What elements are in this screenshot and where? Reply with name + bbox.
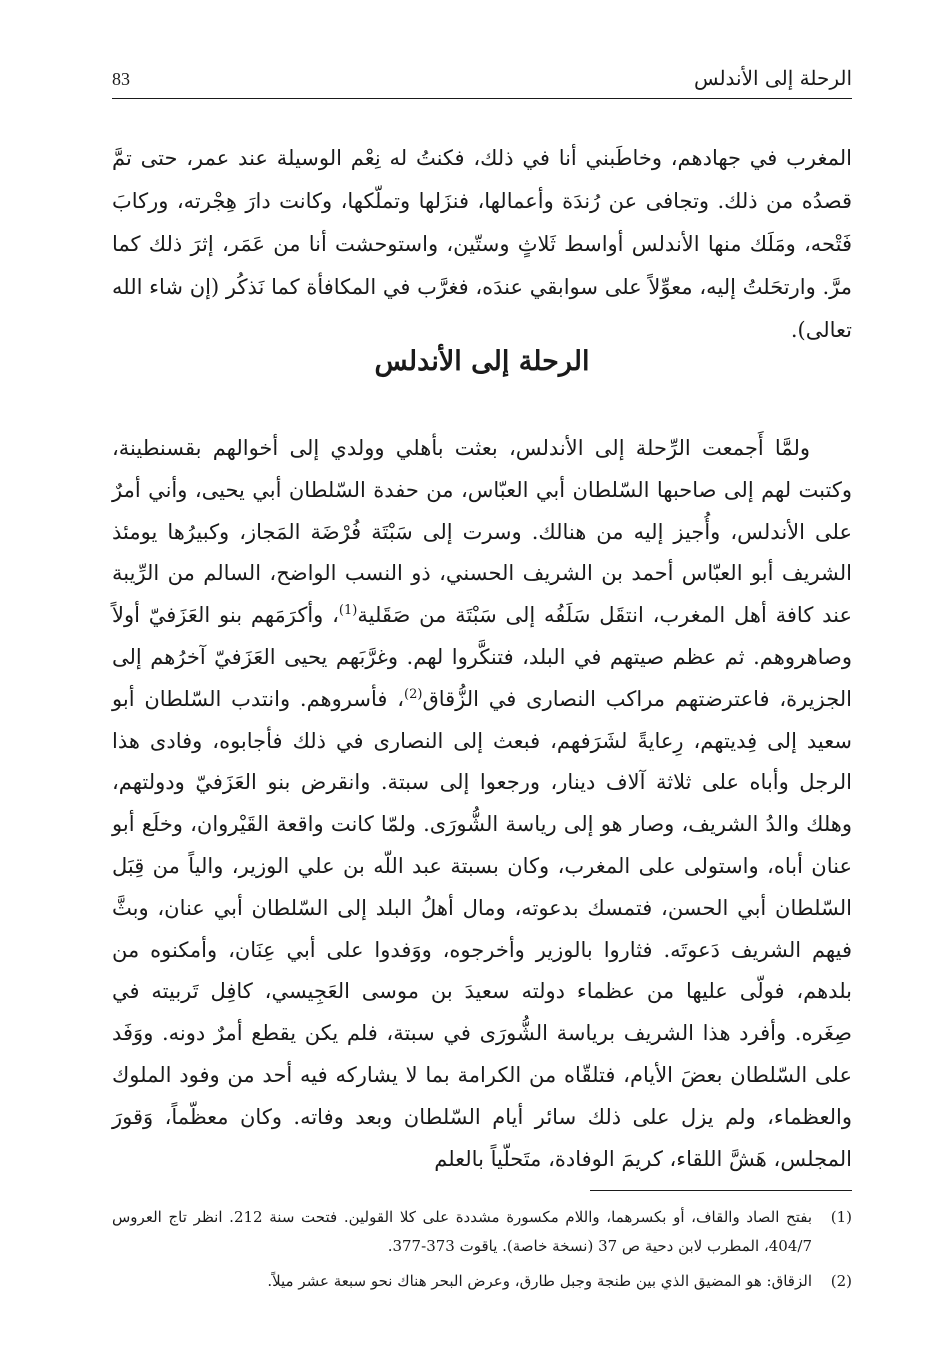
footnote-1-text: بفتح الصاد والقاف، أو بكسرهما، واللام مكسورة مشددة على كلا القولين. فتحت سنة 212. انظر تاج العروس 404/7، المطرب لابن دحية ص 37 (نسخة خاصة). ياقوت 373-377. bbox=[112, 1208, 812, 1255]
section-paragraph-text bbox=[112, 428, 852, 1180]
footnote-2 bbox=[112, 1267, 852, 1296]
section-heading: الرحلة إلى الأندلس bbox=[374, 346, 590, 377]
footnote-marker-2: (2) bbox=[404, 686, 423, 702]
intro-paragraph-text: المغرب في جهادهم، وخاطَبني أنا في ذلك، فكنتُ له نِعْم الوسيلة عند عمر، حتى تمَّ قصدُه من ذلك. وتجافى عن رُندَة وأعمالها، فنزَلها وتملّكها، وكانت دارَ هِجْرته، وركابَ فَتْحه، ومَلَك منها الأندلس أواسط ثَلاثٍ وستّين، واستوحشت أنا من عَمَر، إثرَ ذلك كما مرَّ. وارتحَلتُ إليه، معوِّلاً على سوابقي عندَه، فغرَّب في المكافأة كما نَذكُر (إن شاء الله تعالى). bbox=[112, 146, 852, 342]
footnote-marker-1: (1) bbox=[338, 603, 358, 619]
section-text-part-3: ، فأسروهم. وانتدب السّلطان أبو سعيد إلى فِديتهم، رِعايةً لشَرَفهم، فبعث إلى النصارى في ذلك فأجابوه، وفادى هذا الرجل وأباه على ثلاثة آلاف دينار، ورجعوا إلى سبتة. وانقرض بنو العَزَفيّ ودولتهم، وهلك والدُ الشريف، وصار هو إلى رياسة الشُّورَى. ولمّا كانت واقعة القَيْروان، وخلَع أبو عنان أباه، واستولى على المغرب، وكان بسبتة عبد اللّه بن علي الوزير، والياً من قِبَل السّلطان أبي الحسن، فتمسك بدعوته، ومال أهلُ البلد إلى السّلطان أبي عنان، وبثَّ فيهم الشريف دَعوتَه. فثاروا بالوزير وأخرجوه، ووَفدوا على أبي عِنَان، وأمكنوه من بلدهم، فولّى عليها من عظماء دولته سعيدَ بن موسى العَجِيسي، كافِل تَربيته في صِغَره. وأفرد هذا الشريف برياسة الشُّورَى في سبتة، فلم يكن يقطع أمرٌ دونه. ووَفَد على السّلطان بعضَ الأيام، فتلقّاه من الكرامة بما لا يشاركه فيه أحد من وفود الملوك والعظماء، ولم يزل على ذلك سائر أيام السّلطان وبعد وفاته. وكان معظّماً، وَقورَ المجلس، هَشَّ اللقاء، كريمَ الوفادة، متَحلّياً بالعلم bbox=[112, 686, 852, 1171]
section-text-part-2: ، وأكرَمَهم بنو العَزَفيّ أولاً وصاهروهم. ثم عظم صيتهم في البلد، فتنكَّروا لهم. وغرَّبَهم يحيى العَزَفيّ آخرُهم إلى الجزيرة، فاعترضتهم مراكب النصارى في الزُّقاق bbox=[112, 603, 852, 711]
page-number: 83 bbox=[112, 69, 130, 89]
section-paragraph bbox=[112, 428, 852, 1180]
running-header bbox=[112, 62, 852, 96]
running-title: الرحلة إلى الأندلس bbox=[693, 66, 852, 90]
footnotes bbox=[112, 1203, 852, 1302]
footnote-1 bbox=[112, 1203, 852, 1261]
header-rule bbox=[112, 98, 852, 99]
footnote-2-text: الزقاق: هو المضيق الذي بين طنجة وجبل طارق، وعرض البحر هناك نحو سبعة عشر ميلاً. bbox=[267, 1272, 812, 1290]
intro-paragraph bbox=[112, 137, 852, 352]
footnote-2-number: (2) bbox=[830, 1272, 852, 1290]
section-text-part-1: ولمَّا أَجمعت الرِّحلة إلى الأندلس، بعثت بأهلي وولدي إلى أخوالهم بقسنطينة، وكتبت لهم إلى صاحبها السّلطان أبي العبّاس، من حفدة السّلطان أبي يحيى، وأني أمرٌ على الأندلس، وأُجيز إليه من هنالك. وسرت إلى سَبْتَة فُرْضَة المَجاز، وكبيرُها يومئذ الشريف أبو العبّاس أحمد بن الشريف الحسني، ذو النسب الواضح، السالم من الرِّيبة عند كافة أهل المغرب، انتقَل سَلَفُه إلى سَبْتَة من صَقَلية bbox=[112, 436, 853, 628]
footnote-1-number: (1) bbox=[830, 1208, 852, 1226]
footnote-rule bbox=[590, 1190, 852, 1191]
